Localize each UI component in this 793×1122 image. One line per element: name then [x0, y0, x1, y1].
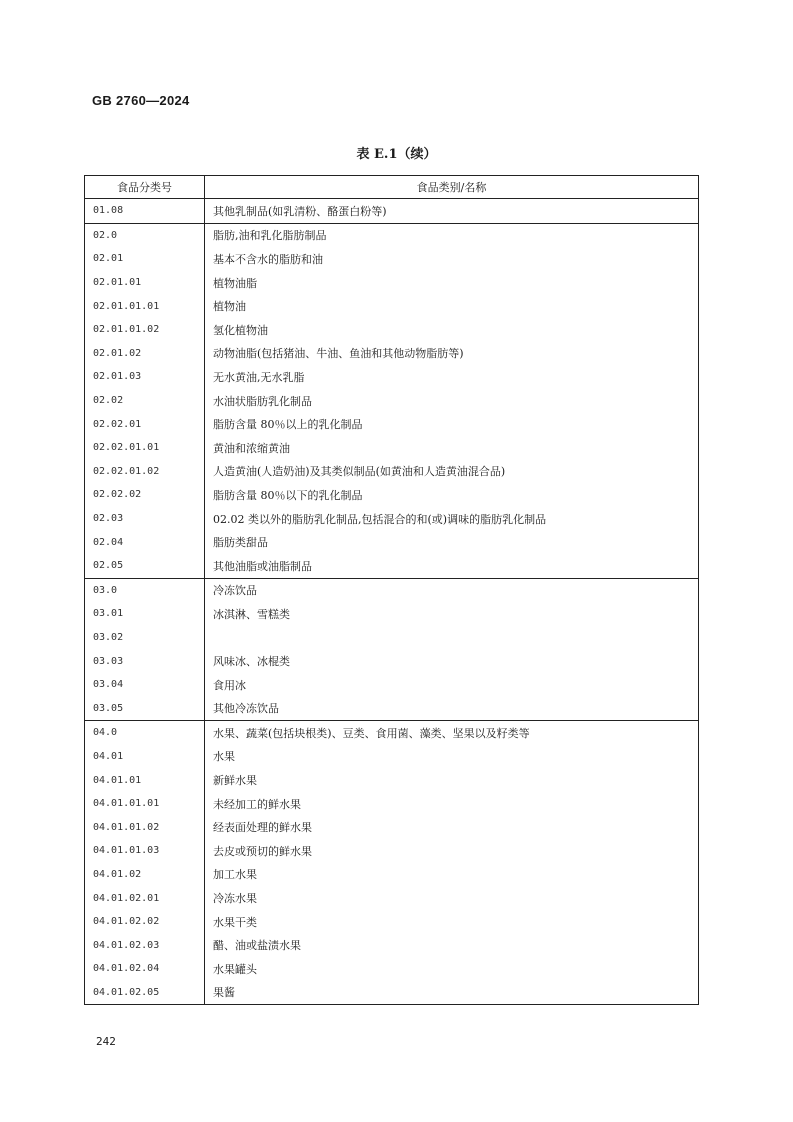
table-row: [85, 792, 699, 816]
category-code-cell: 02.01.02: [85, 342, 205, 366]
category-name-cell: 02.02 类以外的脂肪乳化制品,包括混合的和(或)调味的脂肪乳化制品: [205, 507, 699, 531]
table-row: [85, 886, 699, 910]
category-code-cell: 02.04: [85, 530, 205, 554]
column-header-name: 食品类别/名称: [205, 176, 699, 199]
category-code-cell: 02.01.01: [85, 271, 205, 295]
table-row: [85, 578, 699, 602]
table-row: [85, 721, 699, 745]
category-code-cell: 04.01.01.01: [85, 792, 205, 816]
table-header-row: [85, 176, 699, 199]
category-name-cell: 黄油和浓缩黄油: [205, 436, 699, 460]
food-category-table: [84, 175, 699, 1005]
column-header-code: 食品分类号: [85, 176, 205, 199]
table-row: [85, 342, 699, 366]
table-row: [85, 981, 699, 1005]
category-name-cell: 新鲜水果: [205, 768, 699, 792]
category-name-cell: 其他冷冻饮品: [205, 696, 699, 720]
category-code-cell: 01.08: [85, 199, 205, 224]
category-code-cell: 04.01.01.02: [85, 815, 205, 839]
category-code-cell: 02.05: [85, 554, 205, 578]
table-row: [85, 436, 699, 460]
table-row: [85, 957, 699, 981]
category-name-cell: 其他油脂或油脂制品: [205, 554, 699, 578]
category-name-cell: 人造黄油(人造奶油)及其类似制品(如黄油和人造黄油混合品): [205, 460, 699, 484]
category-name-cell: 加工水果: [205, 863, 699, 887]
page-number: 242: [96, 1035, 116, 1048]
category-name-cell: 未经加工的鲜水果: [205, 792, 699, 816]
table-row: [85, 483, 699, 507]
category-name-cell: 无水黄油,无水乳脂: [205, 365, 699, 389]
category-name-cell: 果酱: [205, 981, 699, 1005]
table-row: [85, 199, 699, 224]
category-name-cell: 冷冻水果: [205, 886, 699, 910]
category-code-cell: 04.01: [85, 745, 205, 769]
category-name-cell: 其他乳制品(如乳清粉、酪蛋白粉等): [205, 199, 699, 224]
category-code-cell: 03.05: [85, 696, 205, 720]
category-code-cell: 02.0: [85, 223, 205, 247]
category-code-cell: 02.02.02: [85, 483, 205, 507]
category-name-cell: 食用冰: [205, 673, 699, 697]
table-row: [85, 649, 699, 673]
category-name-cell: 风味冰、冰棍类: [205, 649, 699, 673]
category-code-cell: 04.01.02.02: [85, 910, 205, 934]
table-row: [85, 318, 699, 342]
category-name-cell: 基本不含水的脂肪和油: [205, 247, 699, 271]
table-body: [85, 199, 699, 1005]
category-name-cell: 冷冻饮品: [205, 578, 699, 602]
category-code-cell: 02.02.01.01: [85, 436, 205, 460]
table-row: [85, 696, 699, 720]
table-row: [85, 507, 699, 531]
category-code-cell: 04.01.02.01: [85, 886, 205, 910]
category-code-cell: 04.0: [85, 721, 205, 745]
table-row: [85, 863, 699, 887]
category-name-cell: 去皮或预切的鲜水果: [205, 839, 699, 863]
table-row: [85, 910, 699, 934]
category-code-cell: 03.03: [85, 649, 205, 673]
category-code-cell: 03.0: [85, 578, 205, 602]
category-name-cell: 植物油脂: [205, 271, 699, 295]
table-row: [85, 933, 699, 957]
category-code-cell: 04.01.02.04: [85, 957, 205, 981]
table-row: [85, 247, 699, 271]
category-name-cell: 经表面处理的鲜水果: [205, 815, 699, 839]
category-code-cell: 04.01.02.03: [85, 933, 205, 957]
category-code-cell: 02.01: [85, 247, 205, 271]
table-row: [85, 460, 699, 484]
category-name-cell: 水果: [205, 745, 699, 769]
category-code-cell: 04.01.01.03: [85, 839, 205, 863]
table-row: [85, 768, 699, 792]
category-code-cell: 02.03: [85, 507, 205, 531]
table-row: [85, 530, 699, 554]
table-row: [85, 673, 699, 697]
category-name-cell: [205, 626, 699, 650]
category-name-cell: 动物油脂(包括猪油、牛油、鱼油和其他动物脂肪等): [205, 342, 699, 366]
document-code: GB 2760—2024: [92, 93, 190, 108]
category-code-cell: 04.01.02: [85, 863, 205, 887]
category-code-cell: 02.02.01.02: [85, 460, 205, 484]
category-code-cell: 04.01.02.05: [85, 981, 205, 1005]
category-name-cell: 水果、蔬菜(包括块根类)、豆类、食用菌、藻类、坚果以及籽类等: [205, 721, 699, 745]
category-code-cell: 03.04: [85, 673, 205, 697]
table-row: [85, 554, 699, 578]
table-row: [85, 389, 699, 413]
category-code-cell: 02.02: [85, 389, 205, 413]
table-row: [85, 223, 699, 247]
category-name-cell: 水果干类: [205, 910, 699, 934]
table-row: [85, 365, 699, 389]
category-code-cell: 03.02: [85, 626, 205, 650]
table-row: [85, 626, 699, 650]
category-name-cell: 冰淇淋、雪糕类: [205, 602, 699, 626]
category-name-cell: 氢化植物油: [205, 318, 699, 342]
table-row: [85, 271, 699, 295]
table-row: [85, 745, 699, 769]
category-name-cell: 醋、油或盐渍水果: [205, 933, 699, 957]
category-code-cell: 02.01.03: [85, 365, 205, 389]
table-row: [85, 412, 699, 436]
category-name-cell: 植物油: [205, 294, 699, 318]
category-name-cell: 脂肪含量 80％以下的乳化制品: [205, 483, 699, 507]
category-name-cell: 水果罐头: [205, 957, 699, 981]
table-row: [85, 815, 699, 839]
table-row: [85, 839, 699, 863]
category-name-cell: 脂肪含量 80％以上的乳化制品: [205, 412, 699, 436]
category-name-cell: 脂肪,油和乳化脂肪制品: [205, 223, 699, 247]
category-code-cell: 02.02.01: [85, 412, 205, 436]
category-name-cell: 水油状脂肪乳化制品: [205, 389, 699, 413]
category-code-cell: 02.01.01.02: [85, 318, 205, 342]
category-code-cell: 03.01: [85, 602, 205, 626]
table-row: [85, 294, 699, 318]
category-code-cell: 02.01.01.01: [85, 294, 205, 318]
category-code-cell: 04.01.01: [85, 768, 205, 792]
table-title: 表 E.1（续）: [356, 147, 437, 162]
table-row: [85, 602, 699, 626]
category-name-cell: 脂肪类甜品: [205, 530, 699, 554]
